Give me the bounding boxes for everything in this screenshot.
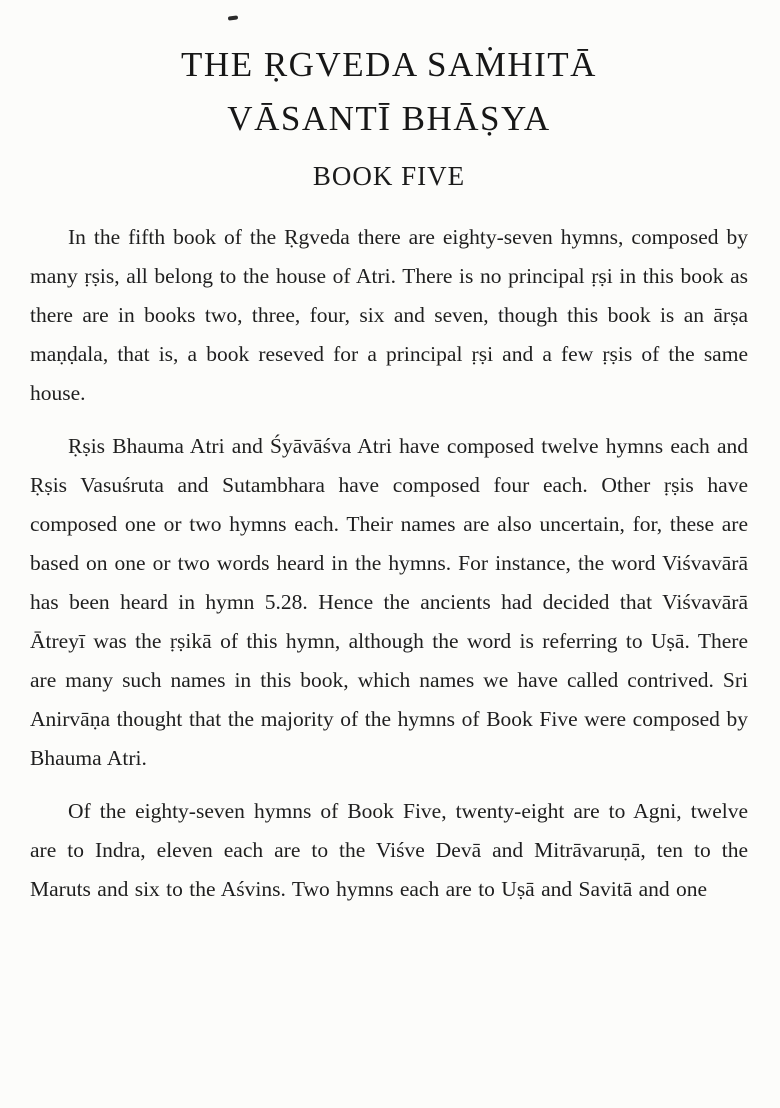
paragraph-3: Of the eighty-seven hymns of Book Five, twenty-eight are to Agni, twelve are to Indra, eleven each are to the Viśve Devā and Mitrāvaruṇā, ten to the Maruts and six to the Aśvins. Two hymns each are to Uṣā and Savitā and one — [30, 798, 748, 901]
paragraph-1: In the fifth book of the Ṛgveda there are eighty-seven hymns, composed by many ṛṣis, all belong to the house of Atri. There is no principal ṛṣi in this book as there are in books two, three, four, six and seven, though this book is an ārṣa maṇḍala, that is, a book reseved for a principal ṛṣi and a few ṛṣis of the same house. — [30, 224, 748, 405]
scan-mark — [228, 15, 238, 20]
body-text — [30, 218, 748, 909]
book-subtitle: BOOK FIVE — [312, 160, 466, 191]
title-block — [30, 38, 748, 192]
paragraph-2: Ṛṣis Bhauma Atri and Śyāvāśva Atri have composed twelve hymns each and Ṛṣis Vasuśruta and Sutambhara have composed four each. Other ṛṣis have composed one or two hymns each. Their names are also uncertain, for, these are based on one or two words heard in the hymns. For instance, the word Viśvavārā has been heard in hymn 5.28. Hence the ancients had decided that Viśvavārā Ātreyī was the ṛṣikā of this hymn, although the word is referring to Uṣā. There are many such names in this book, which names we have called contrived. Sri Anirvāṇa thought that the majority of the hymns of Book Five were composed by Bhauma Atri. — [30, 433, 748, 770]
page-title-line-1: THE ṚGVEDA SAṀHITĀ — [181, 45, 597, 84]
page-title-line-2: VĀSANTĪ BHĀṢYA — [227, 99, 551, 139]
